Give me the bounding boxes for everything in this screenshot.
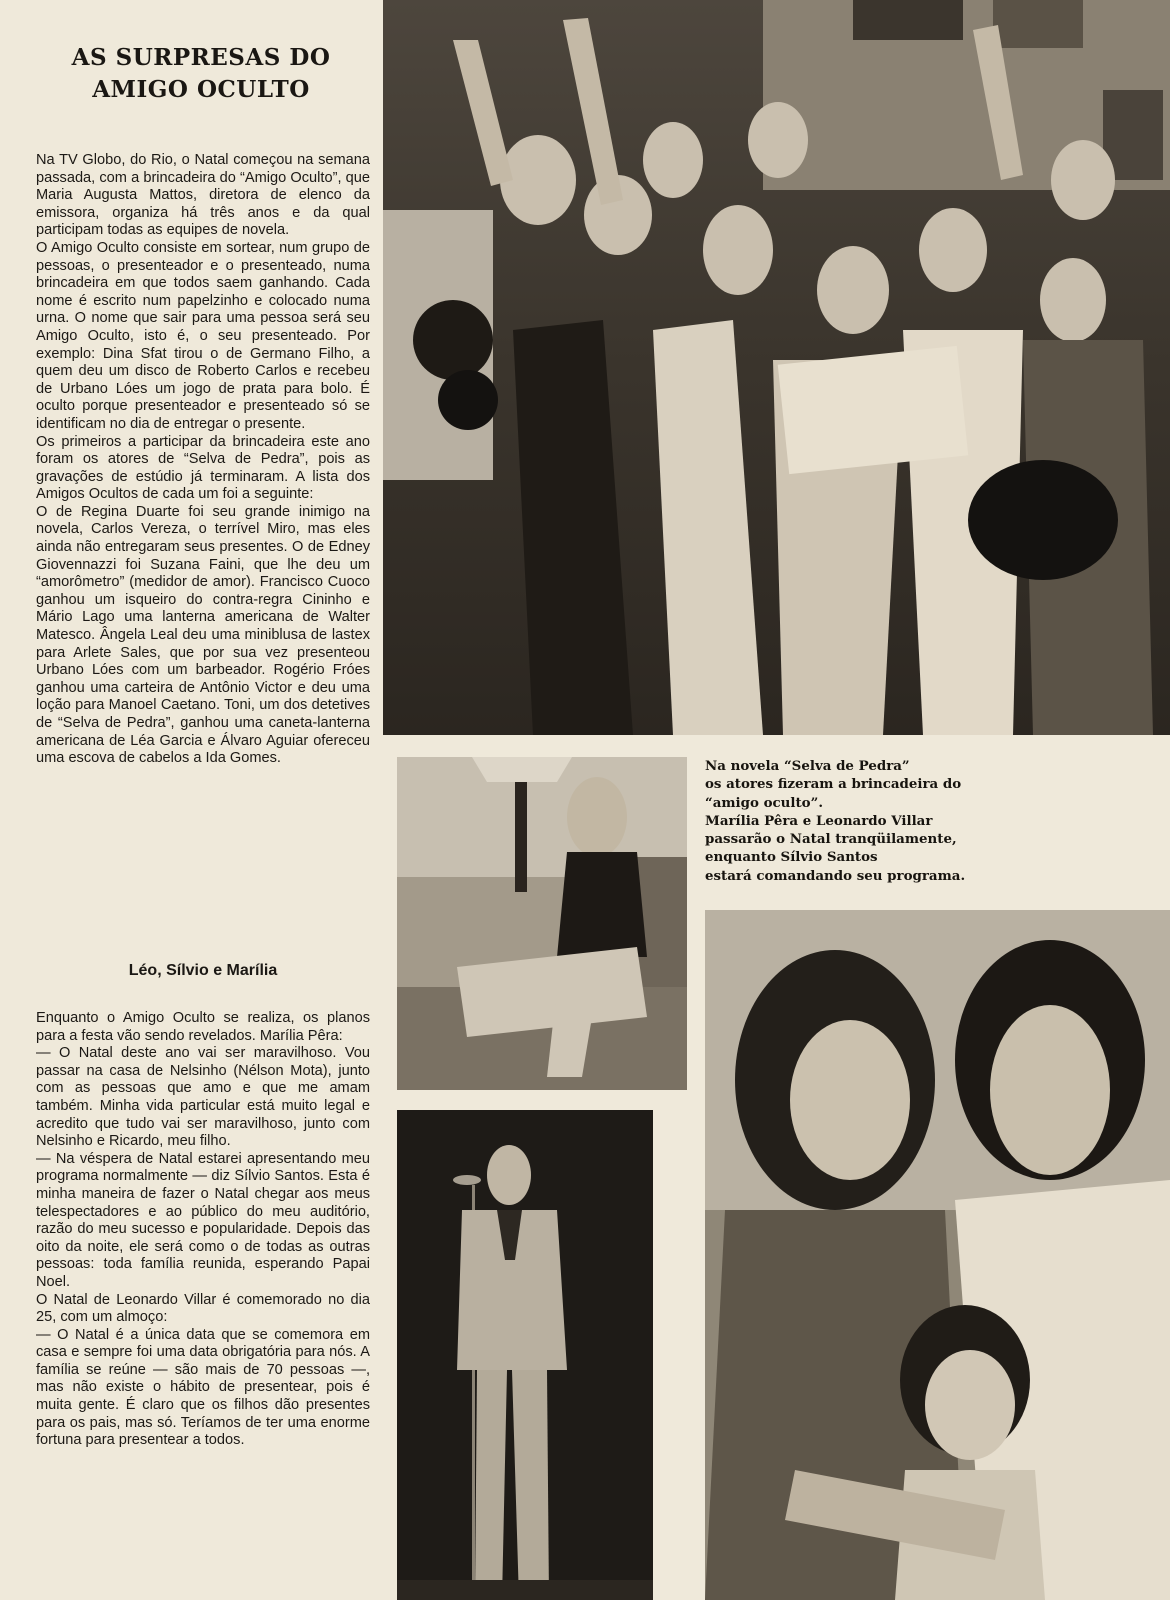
paragraph: — Na véspera de Natal estarei apresentando meu programa normalmente — diz Sílvio Santos. Esta é minha maneira de fazer o Natal chegar aos meus telespectadores e ao público do meu auditório, razão do meu sucesso e popularidade. Depois das oito da noite, ele será como o de todas as outras pessoas: toda família reunida, esperando Papai Noel. (36, 1150, 370, 1290)
article-body-part-a (36, 152, 370, 768)
leonardo-villar-photo (397, 757, 687, 1090)
caption-line: Na novela “Selva de Pedra” (705, 758, 910, 774)
caption-line: passarão o Natal tranqüilamente, (705, 831, 957, 848)
caption-line: os atores fizeram a brincadeira do (705, 776, 962, 793)
paragraph: — O Natal é a única data que se comemora em casa e sempre foi uma data obrigatória para nós. A família se reúne — são mais de 70 pessoas —, mas não existe o hábito de presentear, pois é muita gente. É claro que os filhos dão presentes para os pais, mas só. Teríamos de ter uma enorme fortuna para presentear a todos. (36, 1326, 370, 1449)
silvio-santos-photo (397, 1110, 653, 1600)
paragraph: — O Natal deste ano vai ser maravilhoso. Vou passar na casa de Nelsinho (Nélson Mota), junto com as pessoas que amo e que me amam também. Minha vida particular está muito legal e acredito que tudo vai ser maravilhoso, junto com Nelsinho e Ricardo, meu filho. (36, 1045, 370, 1150)
paragraph: O Natal de Leonardo Villar é comemorado no dia 25, com um almoço: (36, 1291, 370, 1326)
title-line-1: AS SURPRESAS DO (71, 44, 331, 71)
article-title (40, 42, 362, 106)
paragraph: Os primeiros a participar da brincadeira este ano foram os atores de “Selva de Pedra”, pois as gravações de estúdio já terminaram. A lista dos Amigos Ocultos de cada um foi a seguinte: (36, 433, 370, 503)
caption-line: Marília Pêra e Leonardo Villar (705, 812, 933, 829)
photo-caption (705, 757, 1085, 885)
caption-line: enquanto Sílvio Santos (705, 849, 878, 866)
paragraph: O de Regina Duarte foi seu grande inimigo na novela, Carlos Vereza, o terrível Miro, mas eles ainda não entregaram seus presentes. O de Edney Giovennazzi foi Suzana Faini, que lhe deu um “amorômetro” (medidor de amor). Francisco Cuoco ganhou um isqueiro do contra-regra Cininho e Mário Lago uma lanterna americana de Walter Matesco. Ângela Leal deu uma miniblusa de lastex para Arlete Sales, que por sua vez presenteou Urbano Lóes com um barbeador. Rogério Fróes ganhou uma carteira de Antônio Victor e deu uma loção para Manoel Caetano. Toni, um dos detetives de “Selva de Pedra”, ganhou uma caneta-lanterna americana de Léa Garcia e Álvaro Aguiar ofereceu uma escova de cabelos a Ida Gomes. (36, 503, 370, 767)
title-line-2: AMIGO OCULTO (92, 76, 310, 103)
article-body-part-b (36, 1010, 370, 1450)
marilia-pera-photo (705, 910, 1170, 1600)
paragraph: O Amigo Oculto consiste em sortear, num grupo de pessoas, o presenteador e o presenteado, numa brincadeira em que todos saem ganhando. Cada nome é escrito num papelzinho e colocado numa urna. O nome que sair para uma pessoa será seu Amigo Oculto, isto é, o seu presenteado. Por exemplo: Dina Sfat tirou o de Germano Filho, a quem deu um disco de Roberto Carlos e recebeu de Urbano Lóes um jogo de prata para bolo. É oculto porque presenteador e presenteado só se identificam no dia de entregar o presente. (36, 239, 370, 432)
caption-line: estará comandando seu programa. (705, 867, 966, 884)
article-subheading: Léo, Sílvio e Marília (128, 962, 278, 979)
paragraph: Enquanto o Amigo Oculto se realiza, os planos para a festa vão sendo revelados. Marília Pêra: (36, 1010, 370, 1044)
paragraph: Na TV Globo, do Rio, o Natal começou na semana passada, com a brincadeira do “Amigo Oculto”, que Maria Augusta Mattos, diretora de elenco da emissora, organiza há três anos e da qual participam todas as equipes de novela. (36, 152, 370, 239)
caption-line: “amigo oculto”. (705, 794, 823, 811)
party-photo (383, 0, 1170, 735)
